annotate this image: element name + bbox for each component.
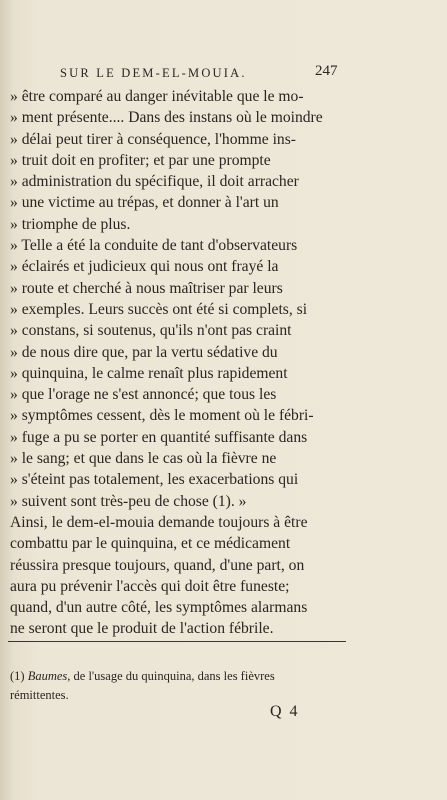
text-line: » que l'orage ne s'est annoncé; que tous les (10, 386, 277, 404)
footnote-text: , de l'usage du quinquina, dans les fièvres (67, 669, 275, 683)
footnote-divider (8, 641, 346, 642)
text-line: » une victime au trépas, et donner à l'art un (10, 194, 279, 212)
text-line: » suivent sont très-peu de chose (1). » (10, 492, 247, 510)
text-line: » s'éteint pas totalement, les exacerbations qui (10, 471, 299, 489)
text-line: combattu par le quinquina, et ce médicament (10, 535, 291, 553)
footnote-marker: (1) (10, 669, 25, 683)
footnote-text-continued: rémittentes. (10, 688, 69, 702)
text-line: » triomphe de plus. (10, 215, 131, 233)
footnote-author: Baumes (27, 669, 68, 683)
text-line: » exemples. Leurs succès ont été si complets, si (10, 300, 308, 318)
text-line: » Telle a été la conduite de tant d'observateurs (10, 237, 298, 255)
text-line: ne seront que le produit de l'action fébrile. (10, 620, 274, 638)
text-line: réussira presque toujours, quand, d'une part, on (10, 556, 305, 574)
text-line: » symptômes cessent, dès le moment où le fébri- (10, 407, 314, 425)
text-line: » truit doit en profiter; et par une prompte (10, 151, 271, 169)
text-line: » ment présente.... Dans des instans où le moindre (10, 109, 323, 127)
body-text (10, 86, 355, 640)
text-line: » fuge a pu se porter en quantité suffisante dans (10, 428, 308, 446)
text-line: » quinquina, le calme renaît plus rapidement (10, 364, 288, 382)
running-header: SUR LE DEM-EL-MOUIA. (60, 66, 247, 80)
signature-mark: Q 4 (270, 703, 300, 720)
text-line: quand, d'un autre côté, les symptômes alarmans (10, 599, 308, 617)
text-line: Ainsi, le dem-el-mouia demande toujours à être (10, 513, 308, 531)
text-line: » route et cherché à nous maîtriser par leurs (10, 279, 283, 297)
text-line: » constans, si soutenus, qu'ils n'ont pas craint (10, 322, 292, 340)
page-number: 247 (315, 63, 338, 79)
footnote (10, 667, 350, 705)
text-line: » de nous dire que, par la vertu sédative du (10, 343, 278, 361)
text-line: » administration du spécifique, il doit arracher (10, 173, 299, 191)
text-line: » le sang; et que dans le cas où la fièvre ne (10, 450, 277, 468)
text-line: » délai peut tirer à conséquence, l'homme ins- (10, 130, 296, 148)
text-line: aura pu prévenir l'accès qui doit être funeste; (10, 577, 290, 595)
text-line: » être comparé au danger inévitable que le mo- (10, 88, 304, 105)
text-line: » éclairés et judicieux qui nous ont frayé la (10, 258, 279, 276)
